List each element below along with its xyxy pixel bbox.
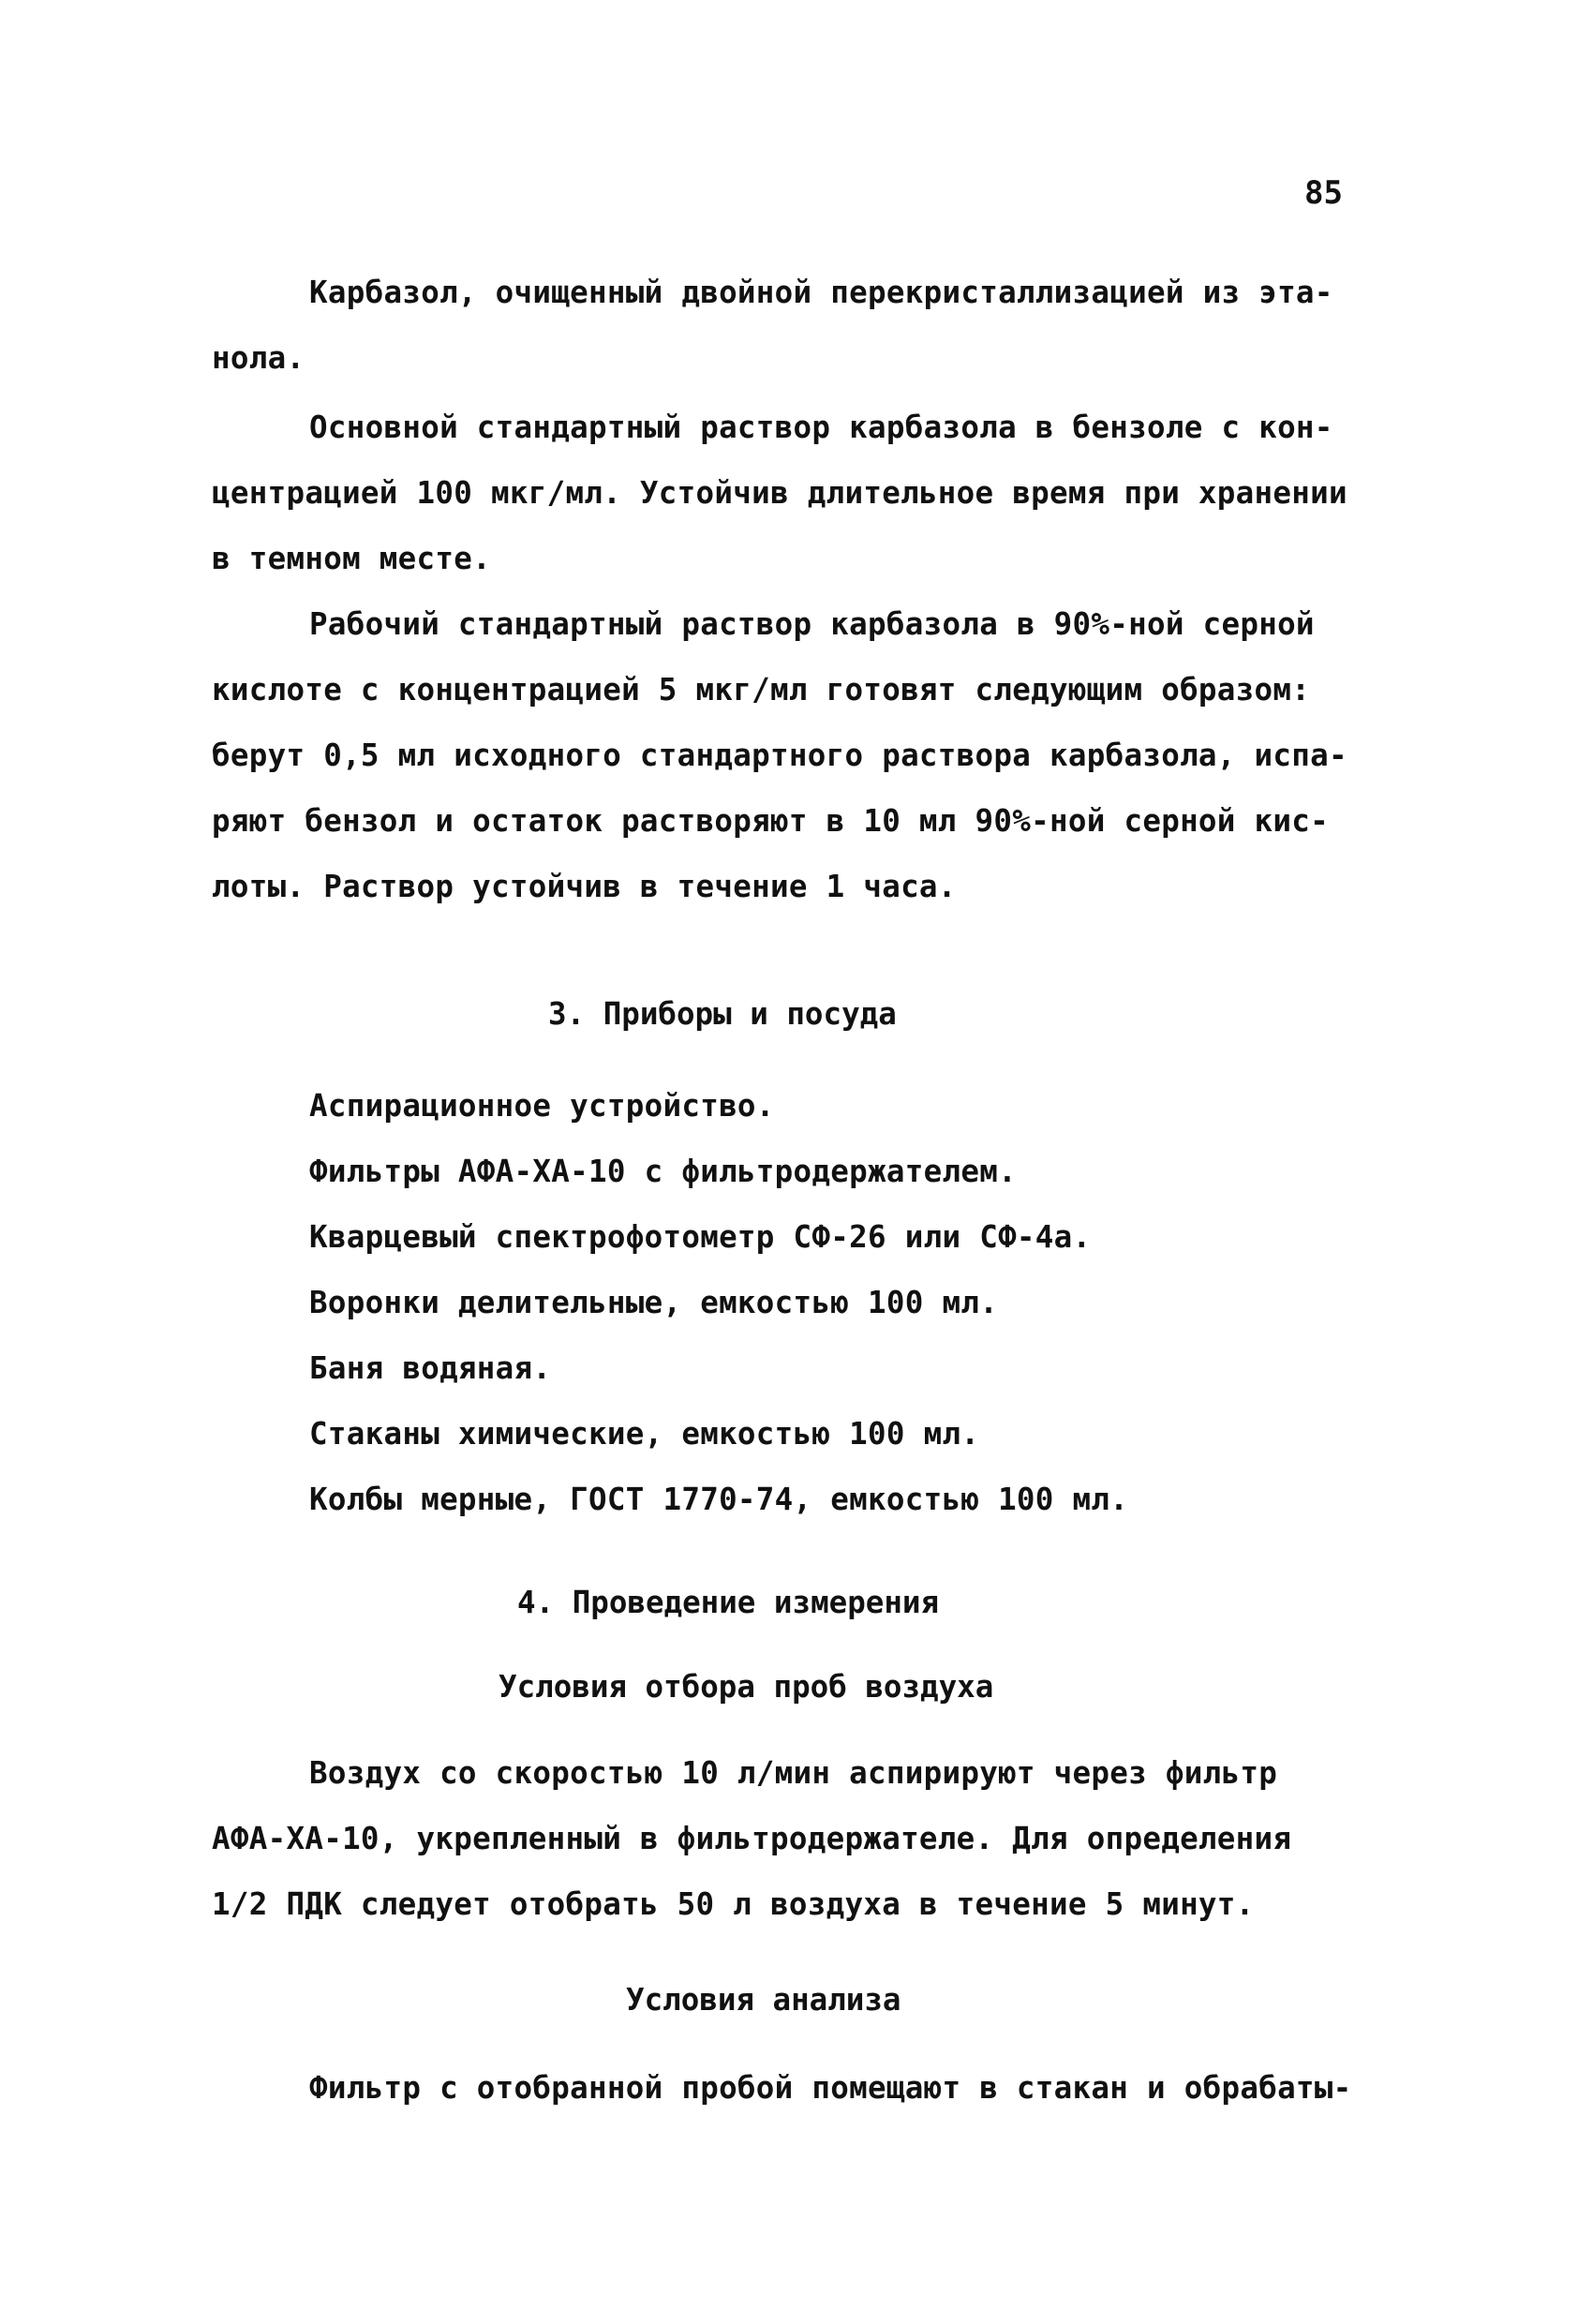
text-line: берут 0,5 мл исходного стандартного раствора карбазола, испа- [212, 737, 1347, 773]
text-line: Основной стандартный раствор карбазола в бензоле с кон- [309, 410, 1333, 445]
list-item: Аспирационное устройство. [309, 1088, 775, 1124]
section-heading: 4. Проведение измерения [517, 1585, 940, 1620]
text-line: кислоте с концентрацией 5 мкг/мл готовят следующим образом: [212, 672, 1311, 708]
list-item: Баня водяная. [309, 1350, 552, 1386]
list-item: Колбы мерные, ГОСТ 1770-74, емкостью 100 мл. [309, 1482, 1129, 1517]
text-line: нола. [212, 340, 305, 376]
text-line: в темном месте. [212, 541, 491, 576]
text-line: лоты. Раствор устойчив в течение 1 часа. [212, 869, 957, 904]
text-line: ряют бензол и остаток растворяют в 10 мл 90%-ной серной кис- [212, 803, 1329, 839]
text-line: Воздух со скоростью 10 л/мин аспирируют через фильтр [309, 1755, 1278, 1791]
list-item: Воронки делительные, емкостью 100 мл. [309, 1285, 999, 1320]
subsection-heading: Условия отбора проб воздуха [499, 1669, 994, 1705]
text-line: центрацией 100 мкг/мл. Устойчив длительное время при хранении [212, 475, 1347, 511]
page-number: 85 [1304, 174, 1343, 212]
text-line: Рабочий стандартный раствор карбазола в 90%-ной серной [309, 606, 1315, 642]
list-item: Кварцевый спектрофотометр СФ-26 или СФ-4а. [309, 1219, 1092, 1255]
text-line: 1/2 ПДК следует отобрать 50 л воздуха в течение 5 минут. [212, 1886, 1255, 1922]
section-heading: 3. Приборы и посуда [548, 996, 897, 1032]
text-line: Карбазол, очищенный двойной перекристаллизацией из эта- [309, 275, 1333, 310]
list-item: Фильтры АФА-ХА-10 с фильтродержателем. [309, 1154, 1017, 1189]
subsection-heading: Условия анализа [626, 1982, 901, 2018]
text-line: Фильтр с отобранной пробой помещают в стакан и обрабаты- [309, 2070, 1352, 2106]
list-item: Стаканы химические, емкостью 100 мл. [309, 1416, 980, 1452]
text-line: АФА-ХА-10, укрепленный в фильтродержателе. Для определения [212, 1821, 1292, 1856]
